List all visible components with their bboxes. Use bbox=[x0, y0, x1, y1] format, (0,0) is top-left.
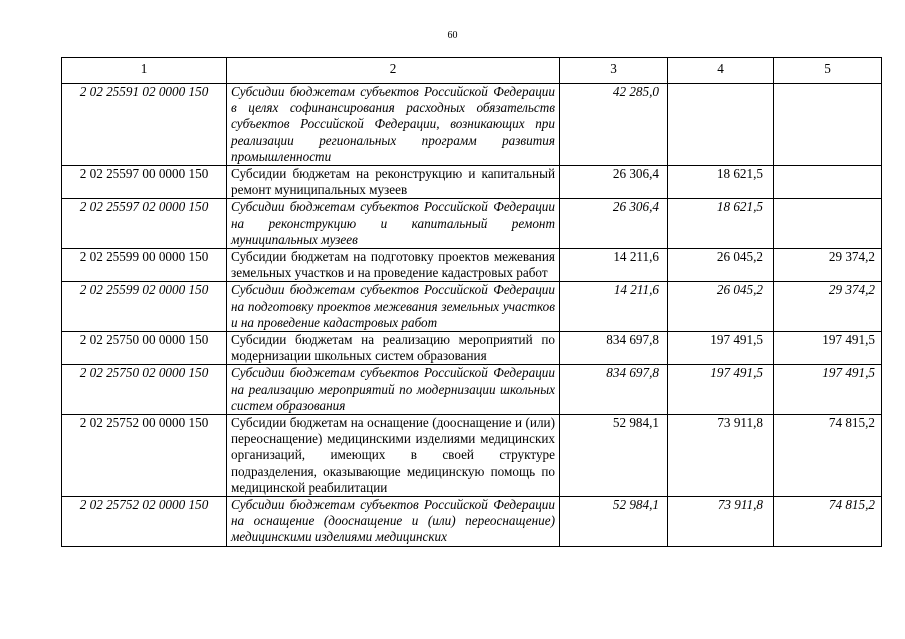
value-col4: 73 911,8 bbox=[668, 415, 774, 497]
value-col3: 42 285,0 bbox=[560, 84, 668, 166]
table-row bbox=[62, 166, 882, 199]
value-col5 bbox=[774, 84, 882, 166]
value-col4: 73 911,8 bbox=[668, 497, 774, 547]
page-number: 60 bbox=[447, 30, 458, 41]
value-col4 bbox=[668, 84, 774, 166]
budget-code: 2 02 25752 00 0000 150 bbox=[62, 415, 227, 497]
budget-code: 2 02 25597 00 0000 150 bbox=[62, 166, 227, 199]
description: Субсидии бюджетам субъектов Российской Федерации на реализацию мероприятий по модернизации школьных систем образования bbox=[227, 365, 560, 415]
value-col5 bbox=[774, 199, 882, 249]
table-row bbox=[62, 249, 882, 282]
description: Субсидии бюджетам субъектов Российской Федерации в целях софинансирования расходных обязательств субъектов Российской Федерации, возникающих при реализации региональных программ развития промышленности bbox=[227, 84, 560, 166]
value-col3: 26 306,4 bbox=[560, 199, 668, 249]
description: Субсидии бюджетам на реализацию мероприятий по модернизации школьных систем образования bbox=[227, 332, 560, 365]
description: Субсидии бюджетам на реконструкцию и капитальный ремонт муниципальных музеев bbox=[227, 166, 560, 199]
value-col3: 14 211,6 bbox=[560, 282, 668, 332]
column-header-1: 1 bbox=[62, 58, 227, 84]
value-col3: 14 211,6 bbox=[560, 249, 668, 282]
column-header-4: 4 bbox=[668, 58, 774, 84]
value-col3: 26 306,4 bbox=[560, 166, 668, 199]
description: Субсидии бюджетам на оснащение (дооснащение и (или) переоснащение) медицинскими изделиями медицинских организаций, имеющих в своей структуре подразделения, оказывающие медицинскую помощь по медицинской реабилитации bbox=[227, 415, 560, 497]
budget-code: 2 02 25599 00 0000 150 bbox=[62, 249, 227, 282]
value-col3: 834 697,8 bbox=[560, 365, 668, 415]
description: Субсидии бюджетам субъектов Российской Федерации на подготовку проектов межевания земельных участков и на проведение кадастровых работ bbox=[227, 282, 560, 332]
value-col4: 18 621,5 bbox=[668, 199, 774, 249]
description: Субсидии бюджетам субъектов Российской Федерации на оснащение (дооснащение и (или) переоснащение) медицинскими изделиями медицинских bbox=[227, 497, 560, 547]
description: Субсидии бюджетам субъектов Российской Федерации на реконструкцию и капитальный ремонт муниципальных музеев bbox=[227, 199, 560, 249]
column-header-3: 3 bbox=[560, 58, 668, 84]
value-col4: 26 045,2 bbox=[668, 282, 774, 332]
table-row bbox=[62, 415, 882, 497]
value-col5: 74 815,2 bbox=[774, 415, 882, 497]
description: Субсидии бюджетам на подготовку проектов межевания земельных участков и на проведение кадастровых работ bbox=[227, 249, 560, 282]
value-col5: 74 815,2 bbox=[774, 497, 882, 547]
value-col5 bbox=[774, 166, 882, 199]
table-row bbox=[62, 497, 882, 547]
column-header-2: 2 bbox=[227, 58, 560, 84]
value-col3: 52 984,1 bbox=[560, 415, 668, 497]
value-col4: 26 045,2 bbox=[668, 249, 774, 282]
value-col3: 52 984,1 bbox=[560, 497, 668, 547]
budget-code: 2 02 25750 00 0000 150 bbox=[62, 332, 227, 365]
table-row bbox=[62, 332, 882, 365]
table-row bbox=[62, 282, 882, 332]
value-col5: 29 374,2 bbox=[774, 282, 882, 332]
table-row bbox=[62, 365, 882, 415]
column-header-5: 5 bbox=[774, 58, 882, 84]
value-col4: 197 491,5 bbox=[668, 332, 774, 365]
budget-code: 2 02 25597 02 0000 150 bbox=[62, 199, 227, 249]
budget-code: 2 02 25591 02 0000 150 bbox=[62, 84, 227, 166]
value-col5: 29 374,2 bbox=[774, 249, 882, 282]
budget-code: 2 02 25752 02 0000 150 bbox=[62, 497, 227, 547]
table-row bbox=[62, 84, 882, 166]
budget-table bbox=[61, 57, 882, 547]
value-col5: 197 491,5 bbox=[774, 365, 882, 415]
value-col4: 197 491,5 bbox=[668, 365, 774, 415]
header-row bbox=[62, 58, 882, 84]
value-col3: 834 697,8 bbox=[560, 332, 668, 365]
table-row bbox=[62, 199, 882, 249]
value-col5: 197 491,5 bbox=[774, 332, 882, 365]
value-col4: 18 621,5 bbox=[668, 166, 774, 199]
budget-code: 2 02 25599 02 0000 150 bbox=[62, 282, 227, 332]
budget-code: 2 02 25750 02 0000 150 bbox=[62, 365, 227, 415]
